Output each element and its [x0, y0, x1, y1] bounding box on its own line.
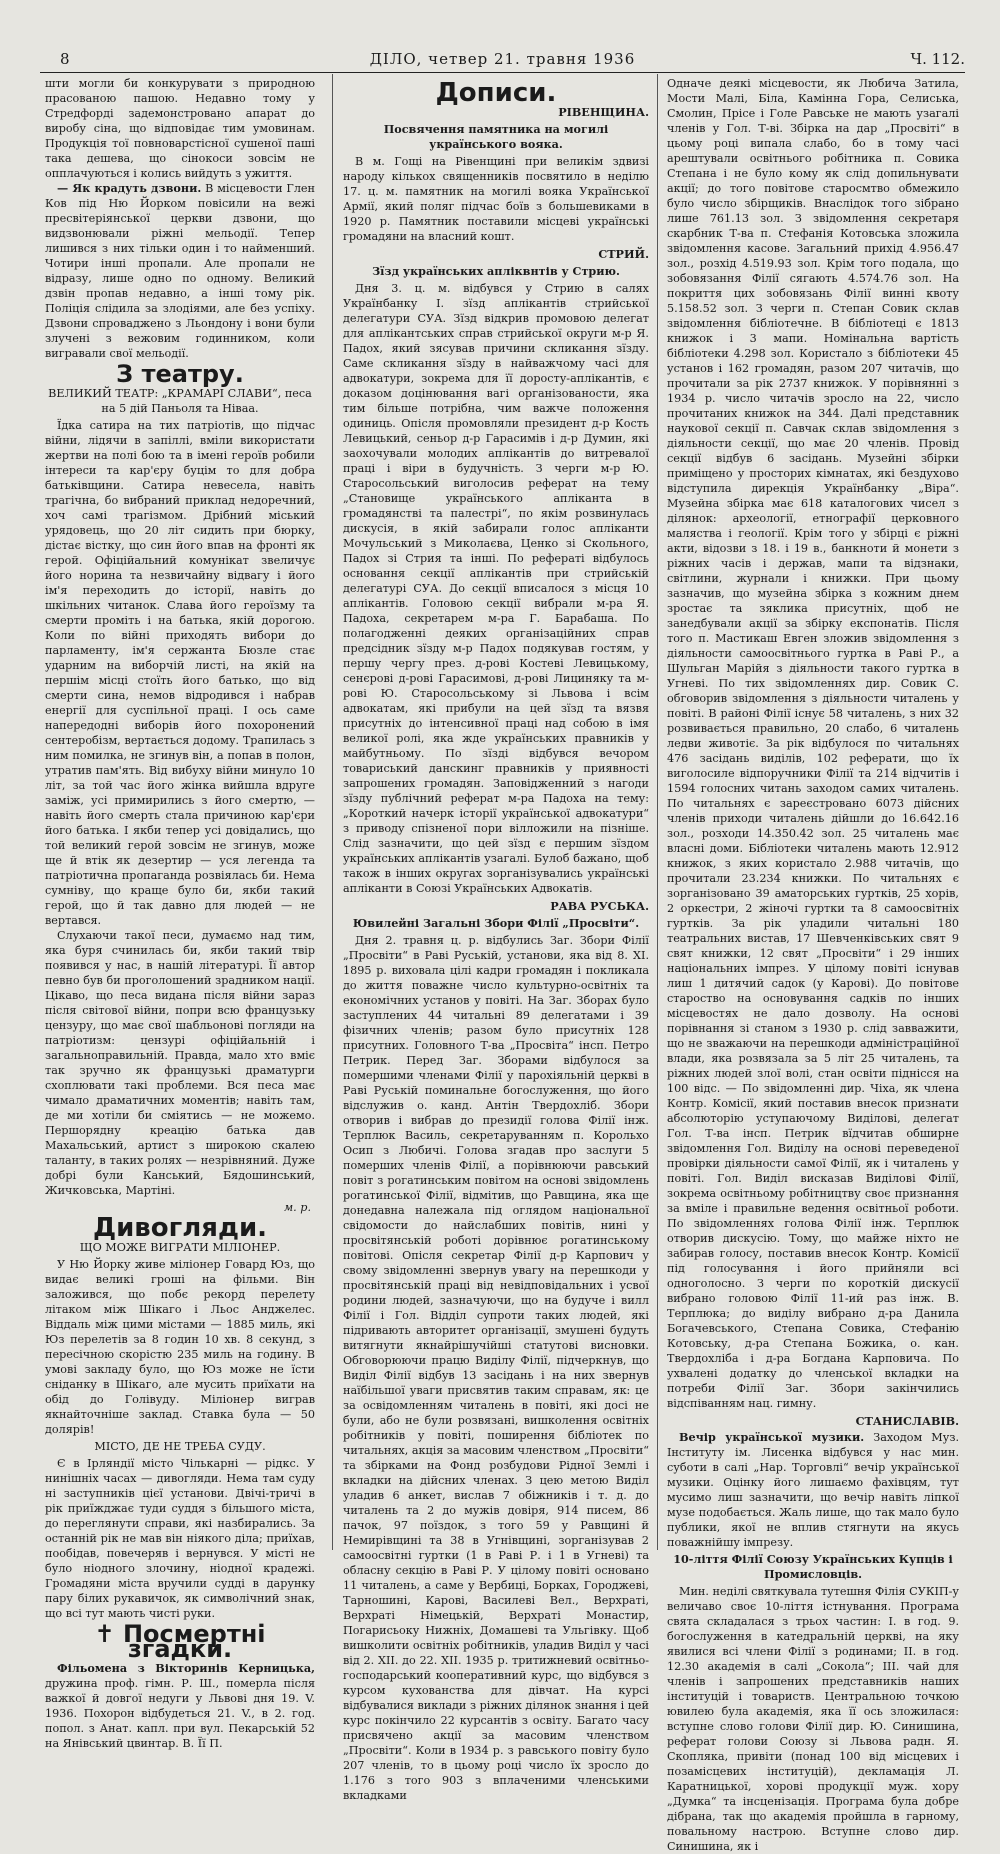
article-paragraph: Дня 3. ц. м. відбувся у Стрию в салях Українбанку І. зїзд аплікантів стрийської делегатури СУА. Зїзд відкрив промовою делегат для аплікантських справ стрийської округи м-р Я. Падох, який зясував причини скликання зїзду. Саме скликання зїзду в найважчому часі для адвокатури, зокрема для її доросту-аплікантів, є доказом доцінювання вагі організованости, яка тим більше потрібна, чим важче положення одиниць. Опісля промовляли президент д-р Кость Левицький, сеньор д-р Гарасимів і д-р Думин, які заохочували молодих аплікантів до витревалої праці і віри в будучність. З черги м-р Ю. Старосольський виголосив реферат на тему „Становище українського апліканта в громадянстві та палестрі“, по якім розвинулась дискусія, в якій забирали голос апліканти Мочульський з Миколаєва, Ценко зі Скольного, Падох зі Стрия та інші. По рефераті відбулось основання секції аплікантів при стрийській делегатурі СУА. До секції вписалося з місця 10 аплікантів. Головою секції вибрали м-ра Я. Падоха, секретарем м-ра Г. Барабаша. По полагодженні деяких організаційних справ предсідник зїзду м-р Падох подякував гостям, у першу чергу през. д-рові Костеві Левицькому, сенєрові д-рові Гарасимові, д-рові Лициняку та м-рові Ю. Старосольському зі Львова і всім адвокатам, які прибули на цей зїзд та вязвя присутніх до інтенсивної праці над собою в імя великої ролі, яка жде українських правників у майбутньому. По зїзді відбувся вечором товариський данскинг правників у приявності запрошених громадян. Заповідженний з нагоди зїзду публічний реферат м-ра Падоха на тему: „Короткий начерк історії української адвокатури“ з приводу спізненої пори вілложили на пізніше. Слід зазначити, що цей зїзд є першим зїздом українських аплікантів узагалі. Булоб бажано, щоб також в інших округах зорганізувались українські апліканти в Союзі Українських Адвокатів.	[343, 282, 649, 895]
article-headline: ЩО МОЖЕ ВИГРАТИ МІЛІОНЕР.	[79, 1241, 281, 1254]
page-number: 8	[60, 50, 70, 68]
article-paragraph: Слухаючи такої песи, думаємо над тим, яка буря счинилась би, якби такий твір появився у нас, в нашій літературі. Її автор певно був би проголошений зрадником нації. Цікаво, що песа видана після війни зараз після світової війни, попри всю французьку цензуру, що має свої шабльонові погляди на патріотизм: цензурі офіційальній і загальноправильній. Правда, мало хто вміє так зручно як французькі драматурги схоплювати такі проблеми. Вся песа має чимало драматичних моментів; навіть там, де ми хотіли би сміятись — не можемо. Першорядну креацію батька дав Махальський, артист з широкою скалею таланту, в таких ролях — незрівняний. Дуже добрі були Канський, Бядошинський, Жичковська, Мартіні.	[45, 929, 315, 1197]
column-1	[45, 76, 315, 1750]
article-headline: Вечір української музики.	[679, 1430, 865, 1444]
article-paragraph: Дня 2. травня ц. р. відбулись Заг. Збори Філії „Просвіти“ в Раві Руській, установи, яка від 8. XI. 1895 р. виховала цілі кадри громадян і покликала до життя поважне число культурно-освітніх та економічних установ у повіті. На Заг. Зборах було заступлених 44 читальні 89 делегатами і 39 фізичних членів; разом було присутніх 128 присутних. Головного Т-ва „Просвіта“ інсп. Петро Петрик. Перед Заг. Зборами відбулося за помершими членами Філії у парохіяльній церкві в Раві Руській поминальне богослуження, що його відслужив о. канд. Антін Твердохліб. Збори отворив і вибрав до президії голова Філії інж. Терплюк Василь, секретаруванням п. Корольхо Осип з Любичі. Голова згадав про заслуги 5 померших членів Філії, а порівнюючи равський повіт з рогатинським повітом на основі звідомлень рогатинської Філії, відмітив, що Равщина, яка ще донедавна належала під оглядом національної свідомости до найслабших повітів, нині у просвітянській роботі дорівнює рогатинському повітові. Опісля секретар Філії д-р Карпович у свому звідомленні звернув увагу на перешкоди у просвітянській праці від невідповідальних і усвої родини людей, зазначуючи, що на будуче і вилл Філії і Гол. Відділ супроти таких людей, які підривають авторитет організації, змушені будуть витягнути якнайрішучійші статутові висновки. Обговорюючи працю Виділу Філії, підчеркнув, що Виділ Філії відбув 13 засідань і на них звернув наїбільшої уваги присвятив таким справам, як: це за освідомленням читалень в повіті, які досі не були, або не були розвязані, вишколення освітніх робітників у повіті, поширення бібліотек по читальнях, акція за масовим членством „Просвіти“ та збірками на Фонд розбудови Рідної Землі і вкладки на дійсних членах. З цею метою Виділ уладив 6 анкет, вислав 7 обіжників і т. д. до читалень та 2 до мужів довіря, 914 писем, 86 пачок, 97 поїздок, з того 59 у Равщині й Немирівщині та 38 в Угнівщині, зорганізував 2 самоосвітні гуртки (1 в Раві Р. і 1 в Угневі) та обласну секцію в Раві Р. У цілому повіті основано 11 читалень, а саме у Вербиці, Борках, Городжеві, Тарношині, Карові, Василеві Вел., Верхраті, Верхраті Німецькій, Верхраті Монастир, Погарисьоку Нижніх, Домашеві та Ульгівку. Щоб вишколити освітніх робітників, уладив Виділ у часі від 2. XII. до 22. XII. 1935 р. тритижневий освітньо-господарський кооперативний курс, що відбувся з курсом кухованства для дівчат. На курсі відбувалися виклади з ріжних ділянок знання і цей курс покінчило 22 курсантів з освіту. Багато часу присвячено акції за масовим членством „Просвіти“. Коли в 1934 р. з равського повіту було 207 членів, то в цьому році число їх зросло до 1.176 з того 903 з вплаченими членськими вкладками	[343, 934, 649, 1802]
article-headline: — Як крадуть дзвони.	[57, 181, 202, 195]
theatre-subtitle: ВЕЛИКИЙ ТЕАТР: „КРАМАРІ СЛАВИ“, песа на 5 дій Паньоля та Ніваа.	[48, 387, 312, 415]
column-divider	[657, 74, 658, 1550]
place-heading: СТРИЙ.	[598, 247, 649, 261]
article-paragraph: Мин. неділі святкувала тутешня Філія СУКІП-у величаво своє 10-ліття істнування. Програма свята складалася з трьох частин: І. в год. 9. богослуження в катедральній церкві, на яку явилися всі члени Філії з родинами; II. в год. 12.30 академія в салі „Сокола“; III. чай для членів і запрошених представників наших інституцій і товариств. Центральною точкою ювилею була академія, яка її ось зложилася: вступне слово голови Філії дир. Ю. Синишина, реферат голови Союзу зі Львова радн. Я. Скопляка, привіти (понад 100 від місцевих і позамісцевих інституцій), декламація Л. Каратницької, хорові продукції муж. хору „Думка“ та інсценізація. Програма була добре дібрана, так що академія пройшла в гарному, повальному настрою. Вступне слово дир. Синишина, як і	[667, 1585, 960, 1853]
section-title-curiosities: Дивогляди.	[92, 1213, 268, 1243]
deceased-name: Фільомена з Вікторинів Керницька,	[57, 1661, 315, 1675]
article-headline: 10-ліття Філії Союзу Українських Купців і Промисловців.	[673, 1552, 953, 1581]
obituary-body: дружина проф. гімн. Р. Ш., померла після важкої й довгої недуги у Львові дня 19. V. 1936. Похорон відбудеться 21. V., в 2. год. попол. з Анат. капл. при вул. Пекарській 52 на Янівський цвинтар. В. Її П.	[45, 1677, 315, 1750]
article-paragraph: У Ню Йорку живе міліонер Говард Юз, що видає великі гроші на фільми. Він заложився, що побє рекорд перелету літаком між Шікаго і Льос Анджелес. Віддаль між цими містами — 1885 миль, які Юз перелетів за 8 годин 10 хв. 8 секунд, з пересічною скорістю 235 миль на годину. В умові закладу було, що Юз може не їсти сніданку в Шікаго, але мусить приїхати на обід до Голівуду. Міліонер виграв якнайточніше заклад. Ставка була — 50 долярів!	[45, 1258, 315, 1436]
article-text: Заходом Муз. Інституту ім. Лисенка відбувся у нас мин. суботи в салі „Нар. Торговлі“ вечір української музики. Оцінку його лишаємо фахівцям, тут мусимо лиш зазначити, що вечір навіть ліпкої музе подобається. Жаль лише, що так мало було публики, якої не вплив стягнути на якусь поважнійшу імпрезу.	[667, 1431, 959, 1549]
obituary-text	[45, 1661, 315, 1751]
article-headline: Зїзд українських апліквнтів у Стрию.	[372, 264, 620, 278]
column-3	[667, 76, 960, 1853]
author-signature: м. р.	[283, 1201, 311, 1214]
section-title-obituaries	[45, 1620, 315, 1663]
article-paragraph: шти могли би конкурувати з природною праcованою пашою. Недавно тому у Стредфорді задемонстровано апарат до виробу сіна, що відповідає тим умовинам. Продукція тої повноварстісної сушеної паші така дешева, що сінокоси зовсім не опплачуються і колись вийдуть з ужиття.	[45, 77, 315, 180]
header-rule	[40, 72, 965, 73]
obituary-title: Посмертні згадки.	[122, 1620, 266, 1663]
article-headline: Посвячення памятника на могилі українського вояка.	[383, 122, 609, 151]
section-title-theatre: З театру.	[116, 360, 244, 388]
article-paragraph: Їдка сатира на тих патріотів, що підчас війни, лідячи в запіллі, вміли використати жертви на полі бою та в імені героїв робили інтереси та кар'єру буцім то для добра батьківщини. Сатира невесела, навіть трагічна, бо вибраний приклад недоречний, хоч самі трагізмом. Дрібний міський урядовець, що 20 літ сидить при бюрку, дістає вістку, що син його впав на фронті як герой. Офіційальний комунікат звеличує його норинa та незвичайну відвагу і його ім'я переходить до історії, навіть до шкільних читанок. Слава його героїзму та смерти проміть і на батька, якій дорогою. Коли по війні приходять вибори до парламенту, ім'я сержанта Бюзле стає ударним на виборчій листі, на якій на першім місці стоїть його батько, що від смерти сина, немов відродився і набрав енергії для суспільної праці. І ось саме напередодні виборів його похоронений сентеробізм, вертається додому. Трапилась з ним помилка, не згинув він, а попав в полон, утратив пам'ять. Від вибуху війни минуло 10 літ, за той час його жінка вийшла вдруге заміж, усі примирились з його смертю, — навіть його смерть стала причиною кар'єри його батька. І якби тепер усі довідались, що той великий герой зовсім не згинув, може ще й втік як дезертир — уся легенда та патріотична пропаганда розвіялась би. Нема сумніву, що краще було би, якби такий герой, що й так давно для людей — не вертався.	[45, 419, 315, 927]
column-divider	[332, 74, 333, 1550]
article-paragraph: В м. Гощі на Рівенщині при великім здвизі народу кількох священників посвятило в неділю 17. ц. м. памятник на могилі вояка Української Армії, який поляг підчас боїв з большевиками в 1920 р. Памятник поставили місцеві українські громадяни на власний кошт.	[343, 155, 649, 243]
article-paragraph: Одначе деякі місцевости, як Любича Затила, Мости Малі, Біла, Камінна Гора, Селиська, Смолин, Прісе і Голе Равське не мають узагалі членів у Гол. Т-ві. Збірка на дар „Просвіті“ в цьому році випала слабо, бо в тому часі арештували освітнього робітника п. Совика Степана і не було кому як слід допильнувати акції; до того повітове старосмтво обмежило було число збірщиків. Внаслідок того зібрано лише 761.13 зол. З звідомлення секретаря скарбник Т-ва п. Стефанія Котовська зложила звідомлення касове. Загальний прихід 4.956.47 зол., розхід 4.519.93 зол. Крім того подала, що зобовязання Філії сягають 4.574.76 зол. На покриття цих зобовязань Філії винні квоту 5.158.52 зол. З черги п. Степан Совик склав звідомлення бібліотечне. В бібліотеці є 1813 книжок і 3 мапи. Номінальна вартість бібліотеки 4.298 зол. Користало з бібліотеки 45 установ і 162 громадян, разом 207 читачів, що прочитали за рік 2737 книжок. У порівнянні з 1934 р. число читачів зросло на 22, число прочитаних книжок на 344. Далі представник наукової секції п. Савчак склав звідомлення з діяльности секції, що має 20 членів. Провід секції відбув 6 засідань. Музейні збірки приміщено у просторих кімнатах, які бездухово відступила дирекція Українбанку „Віра“. Музейна збірка має 618 каталогових чисел з ділянок: археології, етнографії церковного маляства і геології. Крім того у збірці є ріжні акти, відозви з 18. і 19 в., банкноти й монети з ріжних часів і держав, мапи та відзнаки, світлини, журнали і книжки. При цьому зазначив, що музейна збірка з кожним днем зростає та зяклика присутніх, щоб не занедбували акції за збірку експонатів. Після того п. Мастикаш Евген зложив звідомлення з діяльности самоосвітнього гуртка в Раві Р., а Шульган Марійя з діяльности такого гуртка в Угневі. По тих звідомленнях дир. Совик С. обговорив звідомлення з діяльности читалень у повіті. В районі Філії існує 58 читалень, з них 32 розвивається правильно, 20 слабо, 6 читалень ледви животіє. За рік відбулося по читальнях 476 засідань виділів, 102 реферати, що їх виголосиле відпоручники Філії та 214 відчитів і 1594 голосних читань заходом самих читалень. По читальнях є зареєстровано 6073 дійсних членів приходи читалень дійшли до 16.642.16 зол., розходи 14.350.42 зол. 25 читалень має власні доми. Бібліотеки читалень мають 12.912 книжок, з яких користало 2.988 читачів, що прочитали 23.234 книжки. По читальнях є зорганізовано 39 аматорських гуртків, 25 хорів, 2 оркестри, 2 жіночі гуртки та 8 самоосвітніх гуртків. За рік уладили читальні 180 театральних вистав, 17 Шевченківських свят 9 свят книжки, 12 свят „Просвіти“ і 29 інших національних імпрез. У цілому повіті існував лиш 1 дитячий садок (у Карові). До повітове староство на основування садків по інших місцевостях не дало дозволу. На основі порівнання зі станом з 1930 р. слід завважити, що не зважаючи на перешкоди адміністраційної влади, яка розвязала за 5 літ 25 читалень, та ріжних людей злої волі, стан освіти піднісся на 100 відс. — По звідомленні дир. Чіха, як членa Контр. Комісії, який поставив внесок признати абсолюторію уступаючому Виділові, делегат Гол. Т-ва інсп. Петрик вїдчитав обширне звідомлення Гол. Виділу на основі переведеної провірки діяльности самої Філії, як і читалень у повіті. Гол. Виділ висказав Виділові Філії, зокрема освітньому робітництву своє признання за вміле і правильне ведення освітньої роботи. По звідомленнях голова Філії інж. Терплюк отворив дискусію. Тому, що майже ніхто не забирав голосу, поставив внесок Контр. Комісії під голосування і його прийняли всі одноголосно. З черги по короткій дискусії вибрано головою Філії 11-ий раз інж. В. Терплюка; до виділу вибрано д-ра Данила Богачевського, Степана Совика, Стефанію Котовську, д-ра Степана Божика, о. кан. Твердохліба і д-ра Богдана Карповича. По ухвалені додатку до членської вкладки на потреби Філії Заг. Збори закінчились відспіванням нац. гимну.	[667, 77, 959, 1410]
article-paragraph	[45, 181, 315, 361]
article-text: В місцевости Глен Ков під Ню Йорком повісили на вежі пресвітеріянської церкви дзвони, що видзвонювали ріжні мельодії. Тепер лишився з них тільки один і то найменший. Чотири інші пропали. Але пропали не відразу, лише одно по одному. Великий дзвін пропав недавно, а інші тому рік. Поліція слідила за злодіями, але без успіху. Дзвони спроваджено з Льондону і вони були злучені з вежовим годинником, коли вигравали свої мельодії.	[45, 182, 315, 360]
column-2	[343, 76, 649, 1802]
newspaper-dateline: ДІЛО, четвер 21. травня 1936	[369, 50, 636, 68]
article-paragraph	[667, 1430, 959, 1550]
section-title-reports: Дописи.	[435, 78, 557, 108]
place-heading: РАВА РУСЬКА.	[550, 899, 649, 913]
issue-number: Ч. 112.	[910, 50, 965, 68]
place-heading: РІВЕНЩИНА.	[558, 105, 649, 119]
cross-icon: ✝	[94, 1620, 115, 1648]
article-headline: Ювилейні Загальні Збори Філії „Просвіти“.	[352, 916, 640, 930]
place-heading: СТАНИСЛАВІВ.	[855, 1414, 959, 1428]
article-headline: МІСТО, ДЕ НЕ ТРЕБА СУДУ.	[94, 1440, 266, 1453]
article-paragraph: Є в Ірляндії місто Чількарні — рідкс. У нинішніх часах — дивогляди. Нема там суду ні заступників цієї установи. Двічі-тричі в рік приїжджає туди суддя з більшого міста, до переглянути справи, які назбирались. За останній рік не мав він ніякого діла; приїхав, пообідав, повечеряв і вернувся. У місті не було ніодного злочину, ніодної крадежі. Громадяни міста вручили судді в дарунку пару білих рукавичок, як символічний знак, що всі тут мають чисті руки.	[45, 1457, 315, 1620]
